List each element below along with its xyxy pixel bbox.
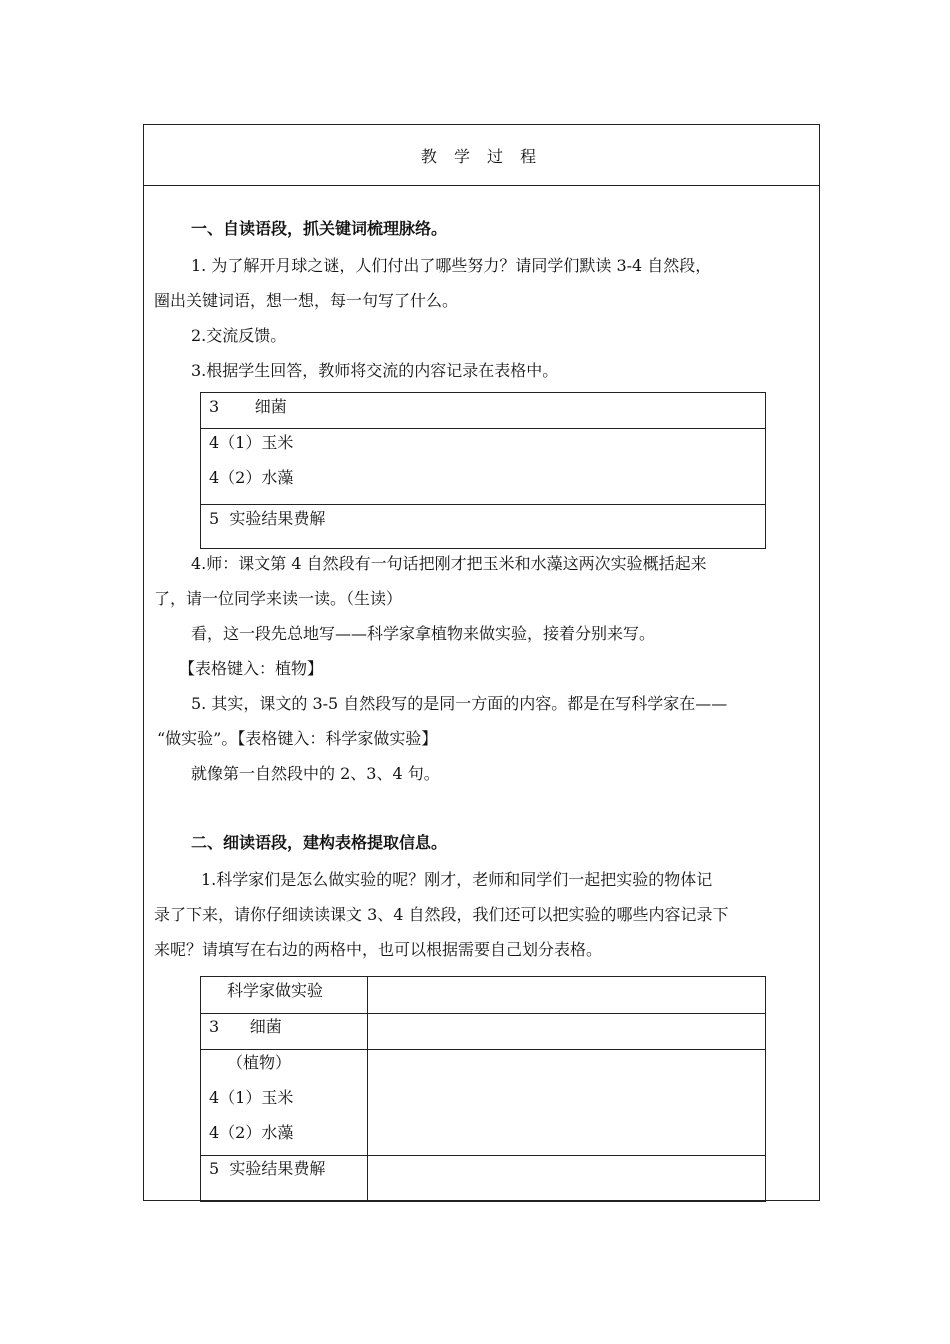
section1-table [200,392,766,549]
section1-p5-line1: 5. 其实，课文的 3-5 自然段写的是同一方面的内容。都是在写科学家在—— [191,694,728,713]
section2-p1-line1: 1.科学家们是怎么做实验的呢？刚才，老师和同学们一起把实验的物体记 [201,870,713,889]
section1-heading: 一、自读语段，抓关键词梳理脉络。 [191,219,448,238]
lesson-frame [143,124,820,1201]
section1-p1-line1: 1. 为了解开月球之谜，人们付出了哪些努力？请同学们默读 3-4 自然段， [191,256,712,275]
section1-p5-line3: 就像第一自然段中的 2、3、4 句。 [191,764,440,783]
table-cell-algae: 4（2）水藻 [209,1123,294,1142]
table-cell-result: 5 实验结果费解 [209,1159,326,1178]
table-cell-corn: 4（1）玉米 [209,1088,294,1107]
teaching-process-header [144,125,819,186]
header-title: 教 学 过 程 [420,146,543,166]
section1-p1-line2: 圈出关键词语，想一想，每一句写了什么。 [154,291,459,310]
table-cell-bacteria: 3 细菌 [209,1017,282,1036]
table-divider [201,504,765,505]
table-divider [201,428,765,429]
table-row-result: 5 实验结果费解 [209,509,326,528]
section1-p2: 2.交流反馈。 [191,326,287,345]
section2-table [200,976,766,1202]
table-row-corn: 4（1）玉米 [209,433,294,452]
section1-p3: 3.根据学生回答，教师将交流的内容记录在表格中。 [191,361,559,380]
section2-p1-line2: 录了下来，请你仔细读读课文 3、4 自然段，我们还可以把实验的哪些内容记录下 [154,905,729,924]
section1-p4-line2: 了，请一位同学来读一读。（生读） [154,589,403,608]
table-divider [201,1155,765,1156]
section1-p5-line2: “做实验”。【表格键入：科学家做实验】 [157,729,438,748]
table-column-divider [367,977,368,1201]
table-divider [201,1013,765,1014]
section2-p1-line3: 来呢？请填写在右边的两格中，也可以根据需要自己划分表格。 [154,940,603,959]
table-cell-plants: （植物） [227,1053,292,1072]
section1-p4-line4: 【表格键入：植物】 [179,659,324,678]
section2-heading: 二、细读语段，建构表格提取信息。 [191,833,448,852]
section1-p4-line3: 看，这一段先总地写——科学家拿植物来做实验，接着分别来写。 [191,624,656,643]
table-cell-scientist-experiment: 科学家做实验 [227,981,324,1000]
table-divider [201,1049,765,1050]
table-row-algae: 4（2）水藻 [209,468,294,487]
section1-p4-line1: 4.师：课文第 4 自然段有一句话把刚才把玉米和水藻这两次实验概括起来 [191,554,707,573]
table-row-bacteria: 3 细菌 [209,397,287,416]
